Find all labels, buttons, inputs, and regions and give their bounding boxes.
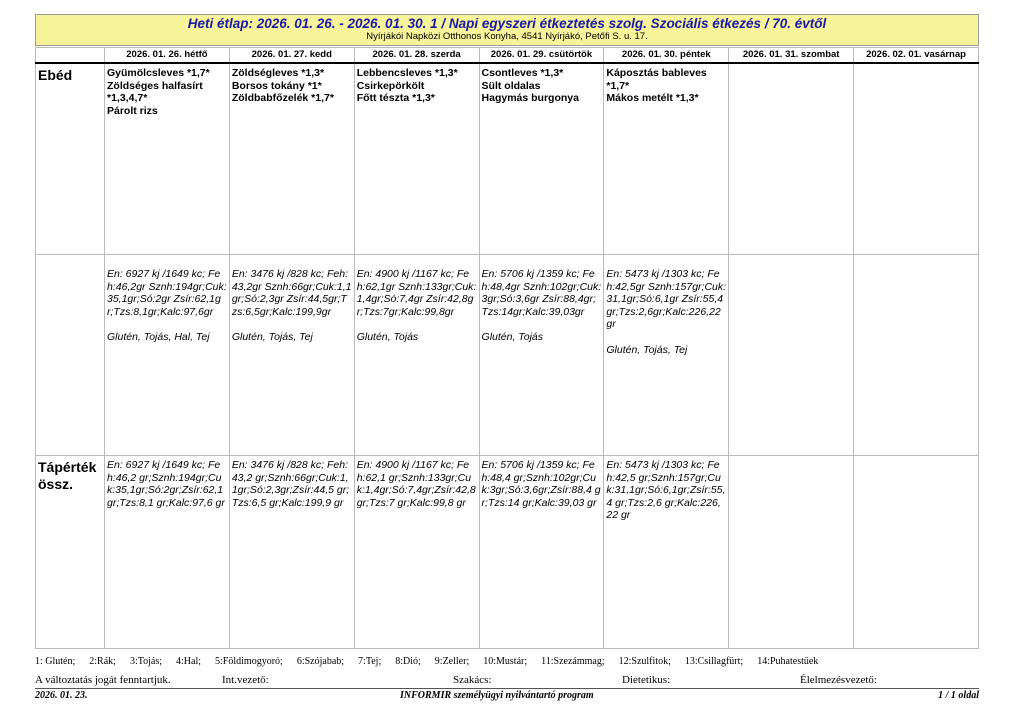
nutrition-text: En: 5473 kj /1303 kc; Feh:42,5gr Sznh:157gr;Cuk:31,1gr;Só:6,1gr Zsír:55,4gr;Tzs:2,6gr;Kalc:226,22gr	[606, 268, 727, 330]
totals-cell: En: 3476 kj /828 kc; Feh:43,2 gr;Sznh:66gr;Cuk:1,1gr;Só:2,3gr;Zsír:44,5 gr;Tzs:6,5 gr;Kalc:199,9 gr	[229, 456, 354, 649]
nutrition-text: En: 5706 kj /1359 kc; Feh:48,4gr Sznh:102gr;Cuk:3gr;Só:3,6gr Zsír:88,4gr;Tzs:14gr;Kalc:39,03gr	[481, 268, 602, 318]
dish: Zöldséges halfasírt *1,3,4,7*	[107, 79, 206, 104]
nutrition-cell	[105, 255, 230, 456]
allergen-legend	[35, 656, 979, 667]
totals-cell-empty	[854, 456, 979, 649]
nutrition-cell-empty	[854, 255, 979, 456]
day-header: 2026. 01. 28. szerda	[354, 48, 479, 64]
dish: Sült oldalas	[481, 79, 541, 92]
nutrition-cell	[604, 255, 729, 456]
row-label-lunch: Ebéd	[36, 63, 105, 255]
row-label-totals-line2: össz.	[38, 476, 74, 492]
allergen-text: Glutén, Tojás	[356, 331, 419, 343]
day-header: 2026. 01. 29. csütörtök	[479, 48, 604, 64]
dish: Káposztás bableves *1,7*	[606, 67, 710, 92]
menu-cell-empty	[854, 63, 979, 255]
sign-elelmezesvezeto: Élelmezésvezető:	[800, 674, 877, 686]
dish: Csirkepörkölt	[356, 79, 425, 92]
page-title: Heti étlap: 2026. 01. 26. - 2026. 01. 30. 1 / Napi egyszeri étkeztetés szolg. Szociális étkezés / 70. évtől	[187, 16, 827, 31]
day-header-row	[36, 48, 979, 64]
allergen-text: Glutén, Tojás, Tej	[231, 331, 313, 343]
menu-cell	[105, 63, 230, 255]
program-name: INFORMIR személyügyi nyilvántartó program	[400, 690, 594, 701]
rights-note: A változtatás jogát fenntartjuk.	[35, 674, 171, 686]
legend-item: 8:Dió;	[395, 656, 421, 667]
day-header: 2026. 01. 26. hétfő	[105, 48, 230, 64]
legend-item: 12:Szulfitok;	[618, 656, 671, 667]
menu-cell	[354, 63, 479, 255]
legend-item: 10:Mustár;	[483, 656, 528, 667]
nutrition-cell	[354, 255, 479, 456]
nutrition-row	[36, 255, 979, 456]
row-label-empty	[36, 255, 105, 456]
dish: Párolt rizs	[107, 104, 158, 117]
nutrition-cell	[479, 255, 604, 456]
day-header: 2026. 01. 31. szombat	[729, 48, 854, 64]
sign-dietetikus: Dietetikus:	[622, 674, 671, 686]
totals-row	[36, 456, 979, 649]
weekly-menu-table	[35, 47, 979, 649]
sign-szakacs: Szakács:	[453, 674, 492, 686]
legend-item: 9:Zeller;	[434, 656, 470, 667]
legend-item: 4:Hal;	[176, 656, 202, 667]
allergen-text: Glutén, Tojás, Hal, Tej	[107, 331, 210, 343]
menu-cell	[479, 63, 604, 255]
totals-cell: En: 4900 kj /1167 kc; Feh:62,1 gr;Sznh:133gr;Cuk:1,4gr;Só:7,4gr;Zsír:42,8 gr;Tzs:7 gr;Kalc:99,8 gr	[354, 456, 479, 649]
dish: Borsos tokány *1*	[231, 79, 322, 92]
legend-item: 14:Puhatestűek	[757, 656, 819, 667]
legend-item: 7:Tej;	[358, 656, 382, 667]
print-date: 2026. 01. 23.	[35, 690, 88, 701]
day-header: 2026. 01. 27. kedd	[229, 48, 354, 64]
row-label-totals	[36, 456, 105, 649]
row-label-totals-line1: Tápérték	[38, 459, 97, 475]
totals-cell: En: 6927 kj /1649 kc; Feh:46,2 gr;Sznh:194gr;Cuk:35,1gr;Só:2gr;Zsír:62,1 gr;Tzs:8,1 gr;Kalc:97,6 gr	[105, 456, 230, 649]
menu-cell-empty	[729, 63, 854, 255]
nutrition-cell	[229, 255, 354, 456]
sign-int-vezeto: Int.vezető:	[222, 674, 269, 686]
page-footer	[35, 688, 979, 703]
allergen-text: Glutén, Tojás, Tej	[606, 343, 688, 356]
dish: Csontleves *1,3*	[481, 67, 564, 79]
legend-item: 11:Szezámmag;	[541, 656, 605, 667]
dish: Hagymás burgonya	[481, 92, 579, 104]
legend-item: 13:Csillagfürt;	[684, 656, 744, 667]
day-header: 2026. 02. 01. vasárnap	[854, 48, 979, 64]
day-header: 2026. 01. 30. péntek	[604, 48, 729, 64]
dish: Gyümölcsleves *1,7*	[107, 67, 210, 79]
page-number: 1 / 1 oldal	[938, 690, 979, 701]
menu-cell	[229, 63, 354, 255]
dish: Mákos metélt *1,3*	[606, 92, 699, 104]
dish: Főtt tészta *1,3*	[356, 92, 435, 104]
menu-header	[35, 14, 979, 46]
nutrition-text: En: 4900 kj /1167 kc; Feh:62,1gr Sznh:133gr;Cuk:1,4gr;Só:7,4gr Zsír:42,8gr;Tzs:7gr;Kalc:99,8gr	[356, 268, 477, 318]
nutrition-text: En: 3476 kj /828 kc; Feh:43,2gr Sznh:66gr;Cuk:1,1gr;Só:2,3gr Zsír:44,5gr;Tzs:6,5gr;Kalc:199,9gr	[231, 268, 352, 318]
legend-item: 6:Szójabab;	[296, 656, 345, 667]
corner-cell	[36, 48, 105, 64]
totals-cell: En: 5706 kj /1359 kc; Feh:48,4 gr;Sznh:102gr;Cuk:3gr;Só:3,6gr;Zsír:88,4 gr;Tzs:14 gr;Kalc:39,03 gr	[479, 456, 604, 649]
totals-cell: En: 5473 kj /1303 kc; Feh:42,5 gr;Sznh:157gr;Cuk:31,1gr;Só:6,1gr;Zsír:55,4 gr;Tzs:2,6 gr;Kalc:226,22 gr	[604, 456, 729, 649]
lunch-menu-row	[36, 63, 979, 255]
nutrition-text: En: 6927 kj /1649 kc; Feh:46,2gr Sznh:194gr;Cuk:35,1gr;Só:2gr Zsír:62,1gr;Tzs:8,1gr;Kalc:97,6gr	[107, 268, 227, 318]
allergen-text: Glutén, Tojás	[481, 331, 544, 343]
kitchen-address: Nyírjákói Napközi Otthonos Konyha, 4541 Nyírjákó, Petőfi S. u. 17.	[366, 31, 648, 42]
dish: Zöldségleves *1,3*	[231, 67, 325, 79]
menu-cell	[604, 63, 729, 255]
signature-line	[35, 674, 979, 688]
nutrition-cell-empty	[729, 255, 854, 456]
dish: Lebbencsleves *1,3*	[356, 67, 458, 79]
dish: Zöldbabfőzelék *1,7*	[231, 92, 334, 104]
totals-cell-empty	[729, 456, 854, 649]
legend-item: 3:Tojás;	[129, 656, 163, 667]
legend-item: 5:Földimogyoró;	[215, 656, 283, 667]
legend-item: 1: Glutén;	[35, 656, 76, 667]
legend-item: 2:Rák;	[89, 656, 116, 667]
